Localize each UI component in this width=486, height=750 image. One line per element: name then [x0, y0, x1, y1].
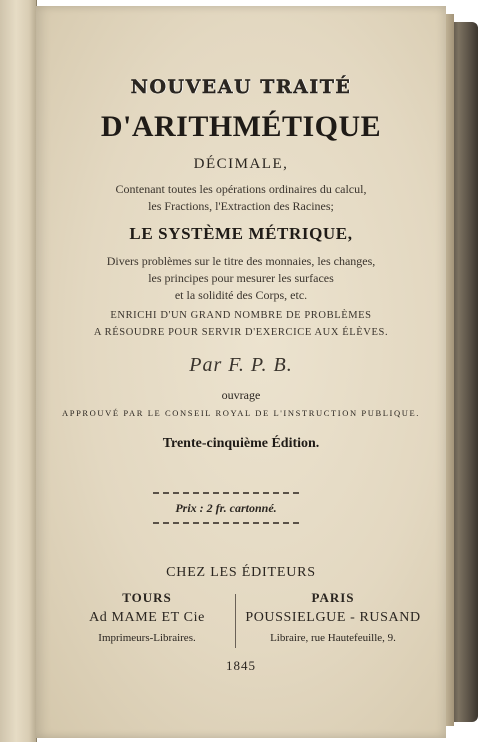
edition-line: Trente-cinquième Édition.: [162, 436, 320, 451]
ouvrage-label: ouvrage: [221, 388, 261, 402]
publisher-detail: Imprimeurs-Libraires.: [98, 632, 196, 644]
title-arithmetique: D'ARITHMÉTIQUE: [100, 110, 382, 143]
book-page-edges-left: [0, 0, 37, 742]
subtitle-line: Contenant toutes les opérations ordinaires du calcul,: [115, 182, 367, 196]
publisher-city: PARIS: [311, 590, 355, 605]
publisher-name: Ad MAME ET Cie: [89, 610, 205, 625]
publishers-heading: CHEZ LES ÉDITEURS: [166, 565, 316, 580]
title-nouveau-traite: NOUVEAU TRAITÉ: [130, 76, 352, 98]
enrichi-line: ENRICHI D'UN GRAND NOMBRE DE PROBLÈMES: [110, 310, 372, 321]
divers-line: les principes pour mesurer les surfaces: [148, 271, 334, 285]
publisher-divider: [235, 594, 236, 648]
divers-line: Divers problèmes sur le titre des monnaies, les changes,: [106, 254, 376, 268]
systeme-metrique-heading: LE SYSTÈME MÉTRIQUE,: [129, 224, 353, 243]
divers-line: et la solidité des Corps, etc.: [174, 288, 308, 302]
publisher-city: TOURS: [122, 590, 172, 605]
publisher-detail: Libraire, rue Hautefeuille, 9.: [270, 632, 396, 644]
price-text: Prix : 2 fr. cartonné.: [175, 501, 277, 515]
approval-line: APPROUVÉ PAR LE CONSEIL ROYAL DE L'INSTRUCTION PUBLIQUE.: [62, 408, 420, 418]
price-box: [153, 492, 299, 524]
author-line: Par F. P. B.: [189, 354, 293, 376]
title-decimale: DÉCIMALE,: [193, 156, 289, 172]
title-page-content: [36, 6, 446, 738]
title-page: [36, 6, 446, 738]
subtitle-line: les Fractions, l'Extraction des Racines;: [148, 199, 334, 213]
enrichi-line: A RÉSOUDRE POUR SERVIR D'EXERCICE AUX ÉLÈVES.: [93, 327, 389, 338]
publication-year: 1845: [226, 658, 256, 673]
publisher-name: POUSSIELGUE - RUSAND: [245, 610, 421, 625]
